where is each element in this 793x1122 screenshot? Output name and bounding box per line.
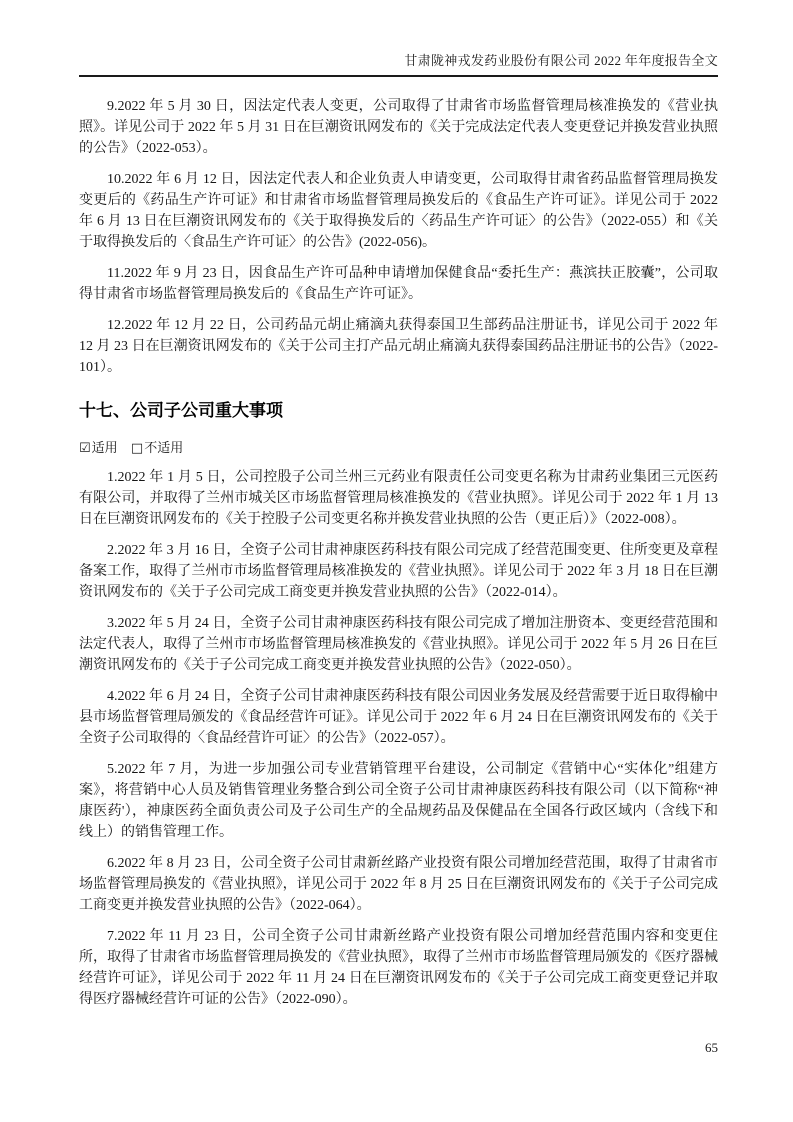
paragraph-item-12: 12.2022 年 12 月 22 日，公司药品元胡止痛滴丸获得泰国卫生部药品注册证书，详见公司于 2022 年 12 月 23 日在巨潮资讯网发布的《关于公司主打产品元胡止痛滴丸获得泰国药品注册证书的公告》（2022-101）。 [79, 318, 718, 375]
page-number: 65 [705, 1040, 718, 1055]
paragraph-item-10: 10.2022 年 6 月 12 日，因法定代表人和企业负责人申请变更，公司取得甘肃省药品监督管理局换发变更后的《药品生产许可证》和甘肃省市场监督管理局换发后的《食品生产许可证》。详见公司于 2022 年 6 月 13 日在巨潮资讯网发布的《关于取得换发后的〈药品生产许可证〉的公告》（2022-055）和《关于取得换发后的〈食品生产许可证〉的公告》(2022-056)。 [79, 172, 718, 250]
applicability-row [79, 439, 718, 457]
subsidiary-paragraph-5: 5.2022 年 7 月，为进一步加强公司专业营销管理平台建设，公司制定《营销中心“实体化”组建方案》，将营销中心人员及销售管理业务整合到公司全资子公司甘肃神康医药科技有限公司（以下简称“神康医药'），神康医药全面负责公司及子公司生产的全品规药品及保健品在全国各行政区域内（含线下和线上）的销售管理工作。 [79, 762, 718, 840]
subsidiary-paragraph-7: 7.2022 年 11 月 23 日，公司全资子公司甘肃新丝路产业投资有限公司增加经营范围内容和变更住所，取得了甘肃省市场监督管理局换发的《营业执照》，取得了兰州市市场监督管理局颁发的《医疗器械经营许可证》，详见公司于 2022 年 11 月 24 日在巨潮资讯网发布的《关于子公司完成工商变更登记并取得医疗器械经营许可证的公告》（2022-090）。 [79, 929, 718, 1007]
not-applicable-option [131, 440, 183, 455]
paragraph-item-9: 9.2022 年 5 月 30 日，因法定代表人变更，公司取得了甘肃省市场监督管理局核准换发的《营业执照》。详见公司于 2022 年 5 月 31 日在巨潮资讯网发布的《关于完成法定代表人变更登记并换发营业执照的公告》（2022-053）。 [79, 99, 718, 156]
subsidiary-paragraph-1: 1.2022 年 1 月 5 日，公司控股子公司兰州三元药业有限责任公司变更名称为甘肃药业集团三元医药有限公司，并取得了兰州市城关区市场监督管理局核准换发的《营业执照》。详见公司于 2022 年 1 月 13 日在巨潮资讯网发布的《关于控股子公司变更名称并换发营业执照的公告（更正后）》（2022-008）。 [79, 470, 718, 527]
subsidiary-paragraph-4: 4.2022 年 6 月 24 日，全资子公司甘肃神康医药科技有限公司因业务发展及经营需要于近日取得榆中县市场监督管理局颁发的《食品经营许可证》。详见公司于 2022 年 6 月 24 日在巨潮资讯网发布的《关于全资子公司取得的〈食品经营许可证〉的公告》（2022-057）。 [79, 689, 718, 746]
applicable-label: 适用 [91, 440, 118, 455]
page-header [79, 52, 718, 77]
subsidiary-paragraph-2: 2.2022 年 3 月 16 日，全资子公司甘肃神康医药科技有限公司完成了经营范围变更、住所变更及章程备案工作，取得了兰州市市场监督管理局核准换发的《营业执照》。详见公司于 2022 年 3 月 18 日在巨潮资讯网发布的《关于子公司完成工商变更并换发营业执照的公告》（2022-014）。 [79, 543, 718, 600]
subsidiary-paragraph-6: 6.2022 年 8 月 23 日，公司全资子公司甘肃新丝路产业投资有限公司增加经营范围，取得了甘肃省市场监督管理局换发的《营业执照》，详见公司于 2022 年 8 月 25 日在巨潮资讯网发布的《关于子公司完成工商变更并换发营业执照的公告》（2022-064）。 [79, 856, 718, 913]
report-title: 甘肃陇神戎发药业股份有限公司 2022 年年度报告全文 [404, 53, 718, 68]
checkbox-unchecked-icon: □ [130, 441, 144, 456]
subsidiary-paragraph-3: 3.2022 年 5 月 24 日，全资子公司甘肃神康医药科技有限公司完成了增加注册资本、变更经营范围和法定代表人，取得了兰州市市场监督管理局核准换发的《营业执照》。详见公司于 2022 年 5 月 26 日在巨潮资讯网发布的《关于子公司完成工商变更并换发营业执照的公告》（2022-050）。 [79, 616, 718, 673]
page-footer [705, 1040, 718, 1056]
checkbox-checked-icon: ☑ [79, 441, 91, 456]
section-heading: 十七、公司子公司重大事项 [79, 401, 283, 420]
applicable-option [79, 440, 118, 455]
not-applicable-label: 不适用 [144, 440, 184, 455]
paragraph-item-11: 11.2022 年 9 月 23 日，因食品生产许可品种申请增加保健食品“委托生产：燕滨扶正胶囊”，公司取得甘肃省市场监督管理局换发后的《食品生产许可证》。 [79, 266, 718, 302]
page-content [79, 77, 718, 1010]
